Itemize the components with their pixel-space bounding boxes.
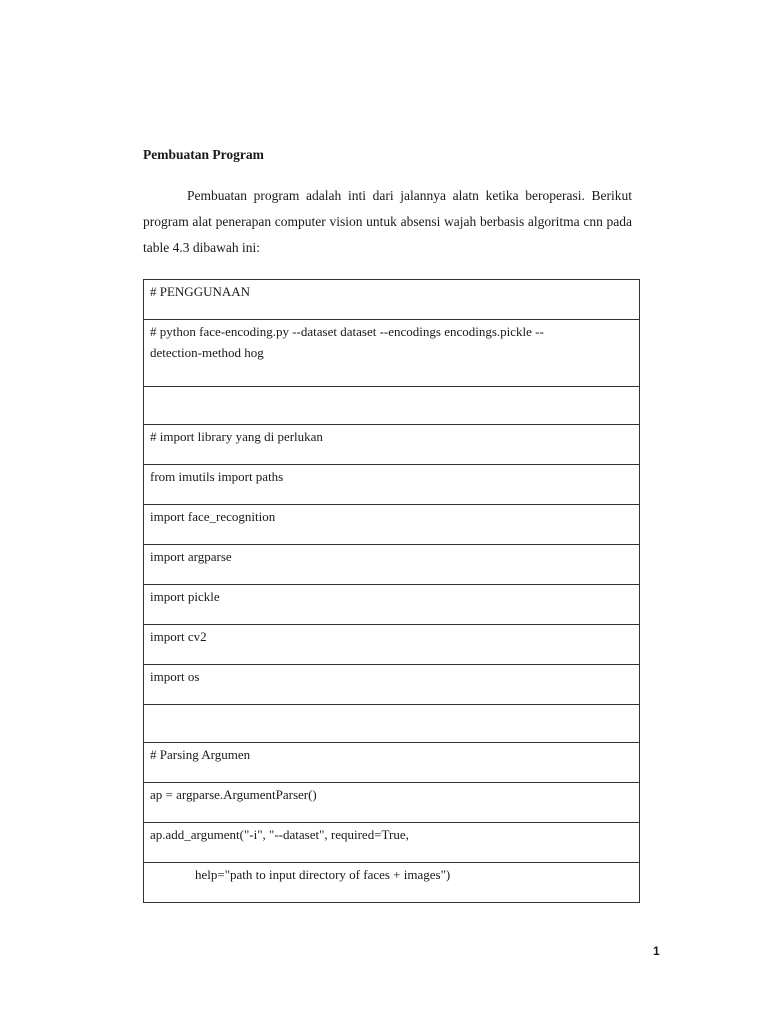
code-line: import pickle <box>150 589 220 604</box>
table-row <box>144 585 640 625</box>
table-row <box>144 743 640 783</box>
code-line: import face_recognition <box>150 509 276 524</box>
table-row <box>144 823 640 863</box>
code-line: # Parsing Argumen <box>150 747 251 762</box>
code-line <box>150 387 633 388</box>
code-line <box>150 705 633 706</box>
code-line: help="path to input directory of faces + images") <box>195 867 451 882</box>
table-cell <box>144 665 640 705</box>
code-line: # PENGGUNAAN <box>150 284 251 299</box>
section-heading: Pembuatan Program <box>143 147 264 162</box>
code-line: from imutils import paths <box>150 469 284 484</box>
table-row <box>144 863 640 903</box>
table-row <box>144 665 640 705</box>
code-line: import cv2 <box>150 629 207 644</box>
code-line: import argparse <box>150 549 232 564</box>
table-row <box>144 465 640 505</box>
table-row <box>144 280 640 320</box>
table-row <box>144 505 640 545</box>
table-row <box>144 783 640 823</box>
code-line: ap.add_argument("-i", "--dataset", required=True, <box>150 827 409 842</box>
table-cell <box>144 320 640 387</box>
table-cell <box>144 625 640 665</box>
page-number: 1 <box>653 944 660 958</box>
table-cell <box>144 505 640 545</box>
table-row <box>144 705 640 743</box>
table-row <box>144 625 640 665</box>
table-row <box>144 425 640 465</box>
table-cell <box>144 387 640 425</box>
table-cell <box>144 743 640 783</box>
table-cell <box>144 425 640 465</box>
table-cell <box>144 705 640 743</box>
table-row <box>144 320 640 387</box>
table-cell <box>144 465 640 505</box>
code-table <box>143 279 640 903</box>
code-line: import os <box>150 669 200 684</box>
table-cell <box>144 545 640 585</box>
code-line: ap = argparse.ArgumentParser() <box>150 787 317 802</box>
table-cell <box>144 783 640 823</box>
table-row <box>144 545 640 585</box>
code-line: # python face-encoding.py --dataset dataset --encodings encodings.pickle -- detection-method hog <box>150 324 544 360</box>
code-line: # import library yang di perlukan <box>150 429 323 444</box>
table-cell <box>144 280 640 320</box>
table-cell <box>144 585 640 625</box>
body-paragraph: Pembuatan program adalah inti dari jalannya alatn ketika beroperasi. Berikut program alat penerapan computer vision untuk absensi wajah berbasis algoritma cnn pada table 4.3 dibawah ini: <box>143 188 632 255</box>
table-cell <box>144 823 640 863</box>
table-row <box>144 387 640 425</box>
table-cell <box>144 863 640 903</box>
